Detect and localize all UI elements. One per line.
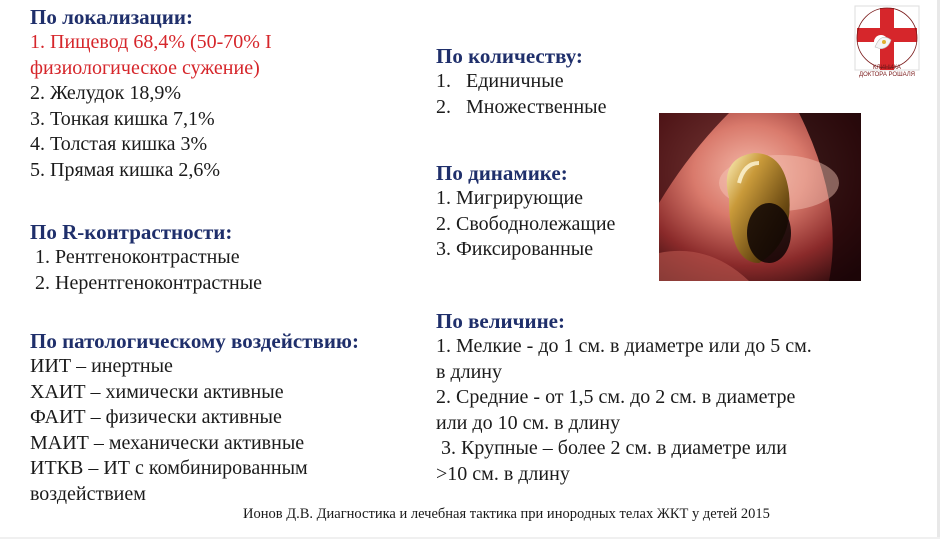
contrast-item: 2. Нерентгеноконтрастные (30, 271, 263, 294)
localization-item: 2. Желудок 18,9% (30, 82, 182, 104)
pathology-item: воздействием (30, 482, 146, 505)
localization-item: 5. Прямая кишка 2,6% (30, 158, 221, 181)
quantity-heading: По количеству: (436, 44, 583, 68)
footer-citation: Ионов Д.В. Диагностика и лечебная тактика при инородных телах ЖКТ у детей 2015 (243, 506, 770, 522)
clinic-logo (851, 2, 923, 80)
size-item: в длину (436, 360, 503, 383)
dynamics-item: 3. Фиксированные (436, 238, 594, 260)
pathology-block (30, 329, 359, 507)
contrast-heading: По R-контрастности: (30, 220, 233, 244)
pathology-heading: По патологическому воздействию: (30, 329, 359, 353)
localization-red-line-1: 1. Пищевод 68,4% (50-70% I (30, 31, 272, 53)
dynamics-block (436, 161, 615, 263)
size-item: 2. Средние - от 1,5 см. до 2 см. в диаметре (436, 386, 796, 408)
dynamics-item: 1. Мигрирующие (436, 187, 584, 209)
quantity-item-text: Множественные (466, 95, 607, 118)
quantity-item-text: Единичные (466, 70, 564, 92)
quantity-item-number: 1. (436, 70, 451, 92)
size-item: или до 10 см. в длину (436, 411, 621, 434)
size-heading: По величине: (436, 309, 565, 333)
localization-item: 3. Тонкая кишка 7,1% (30, 107, 215, 130)
quantity-item (436, 95, 606, 121)
size-item: 1. Мелкие - до 1 см. в диаметре или до 5 см. (436, 335, 812, 357)
pathology-item: ФАИТ – физически активные (30, 406, 282, 428)
dynamics-heading: По динамике: (436, 161, 568, 185)
size-item: >10 см. в длину (436, 462, 570, 485)
size-item: 3. Крупные – более 2 см. в диаметре или (436, 437, 787, 459)
pathology-item: ХАИТ – химически активные (30, 380, 284, 403)
pathology-item: МАИТ – механически активные (30, 431, 305, 454)
pathology-item: ИТКВ – ИТ с комбинированным (30, 457, 308, 479)
logo-caption-line1: КЛИНИКА (873, 65, 901, 71)
localization-heading: По локализации: (30, 5, 193, 29)
size-block (436, 309, 812, 487)
endoscopy-photo (659, 113, 861, 281)
pathology-item: ИИТ – инертные (30, 355, 173, 377)
localization-red-line-2: физиологическое сужение) (30, 56, 260, 79)
endoscopy-photo-icon (659, 113, 861, 281)
quantity-item (436, 69, 606, 95)
quantity-item-number: 2. (436, 95, 451, 118)
logo-caption-line2: ДОКТОРА РОШАЛЯ (859, 72, 915, 78)
contrast-block (30, 220, 262, 296)
quantity-block (436, 44, 606, 120)
dynamics-item: 2. Свободнолежащие (436, 212, 616, 235)
localization-item: 4. Толстая кишка 3% (30, 133, 208, 155)
localization-block (30, 5, 272, 183)
contrast-item: 1. Рентгеноконтрастные (30, 246, 240, 268)
